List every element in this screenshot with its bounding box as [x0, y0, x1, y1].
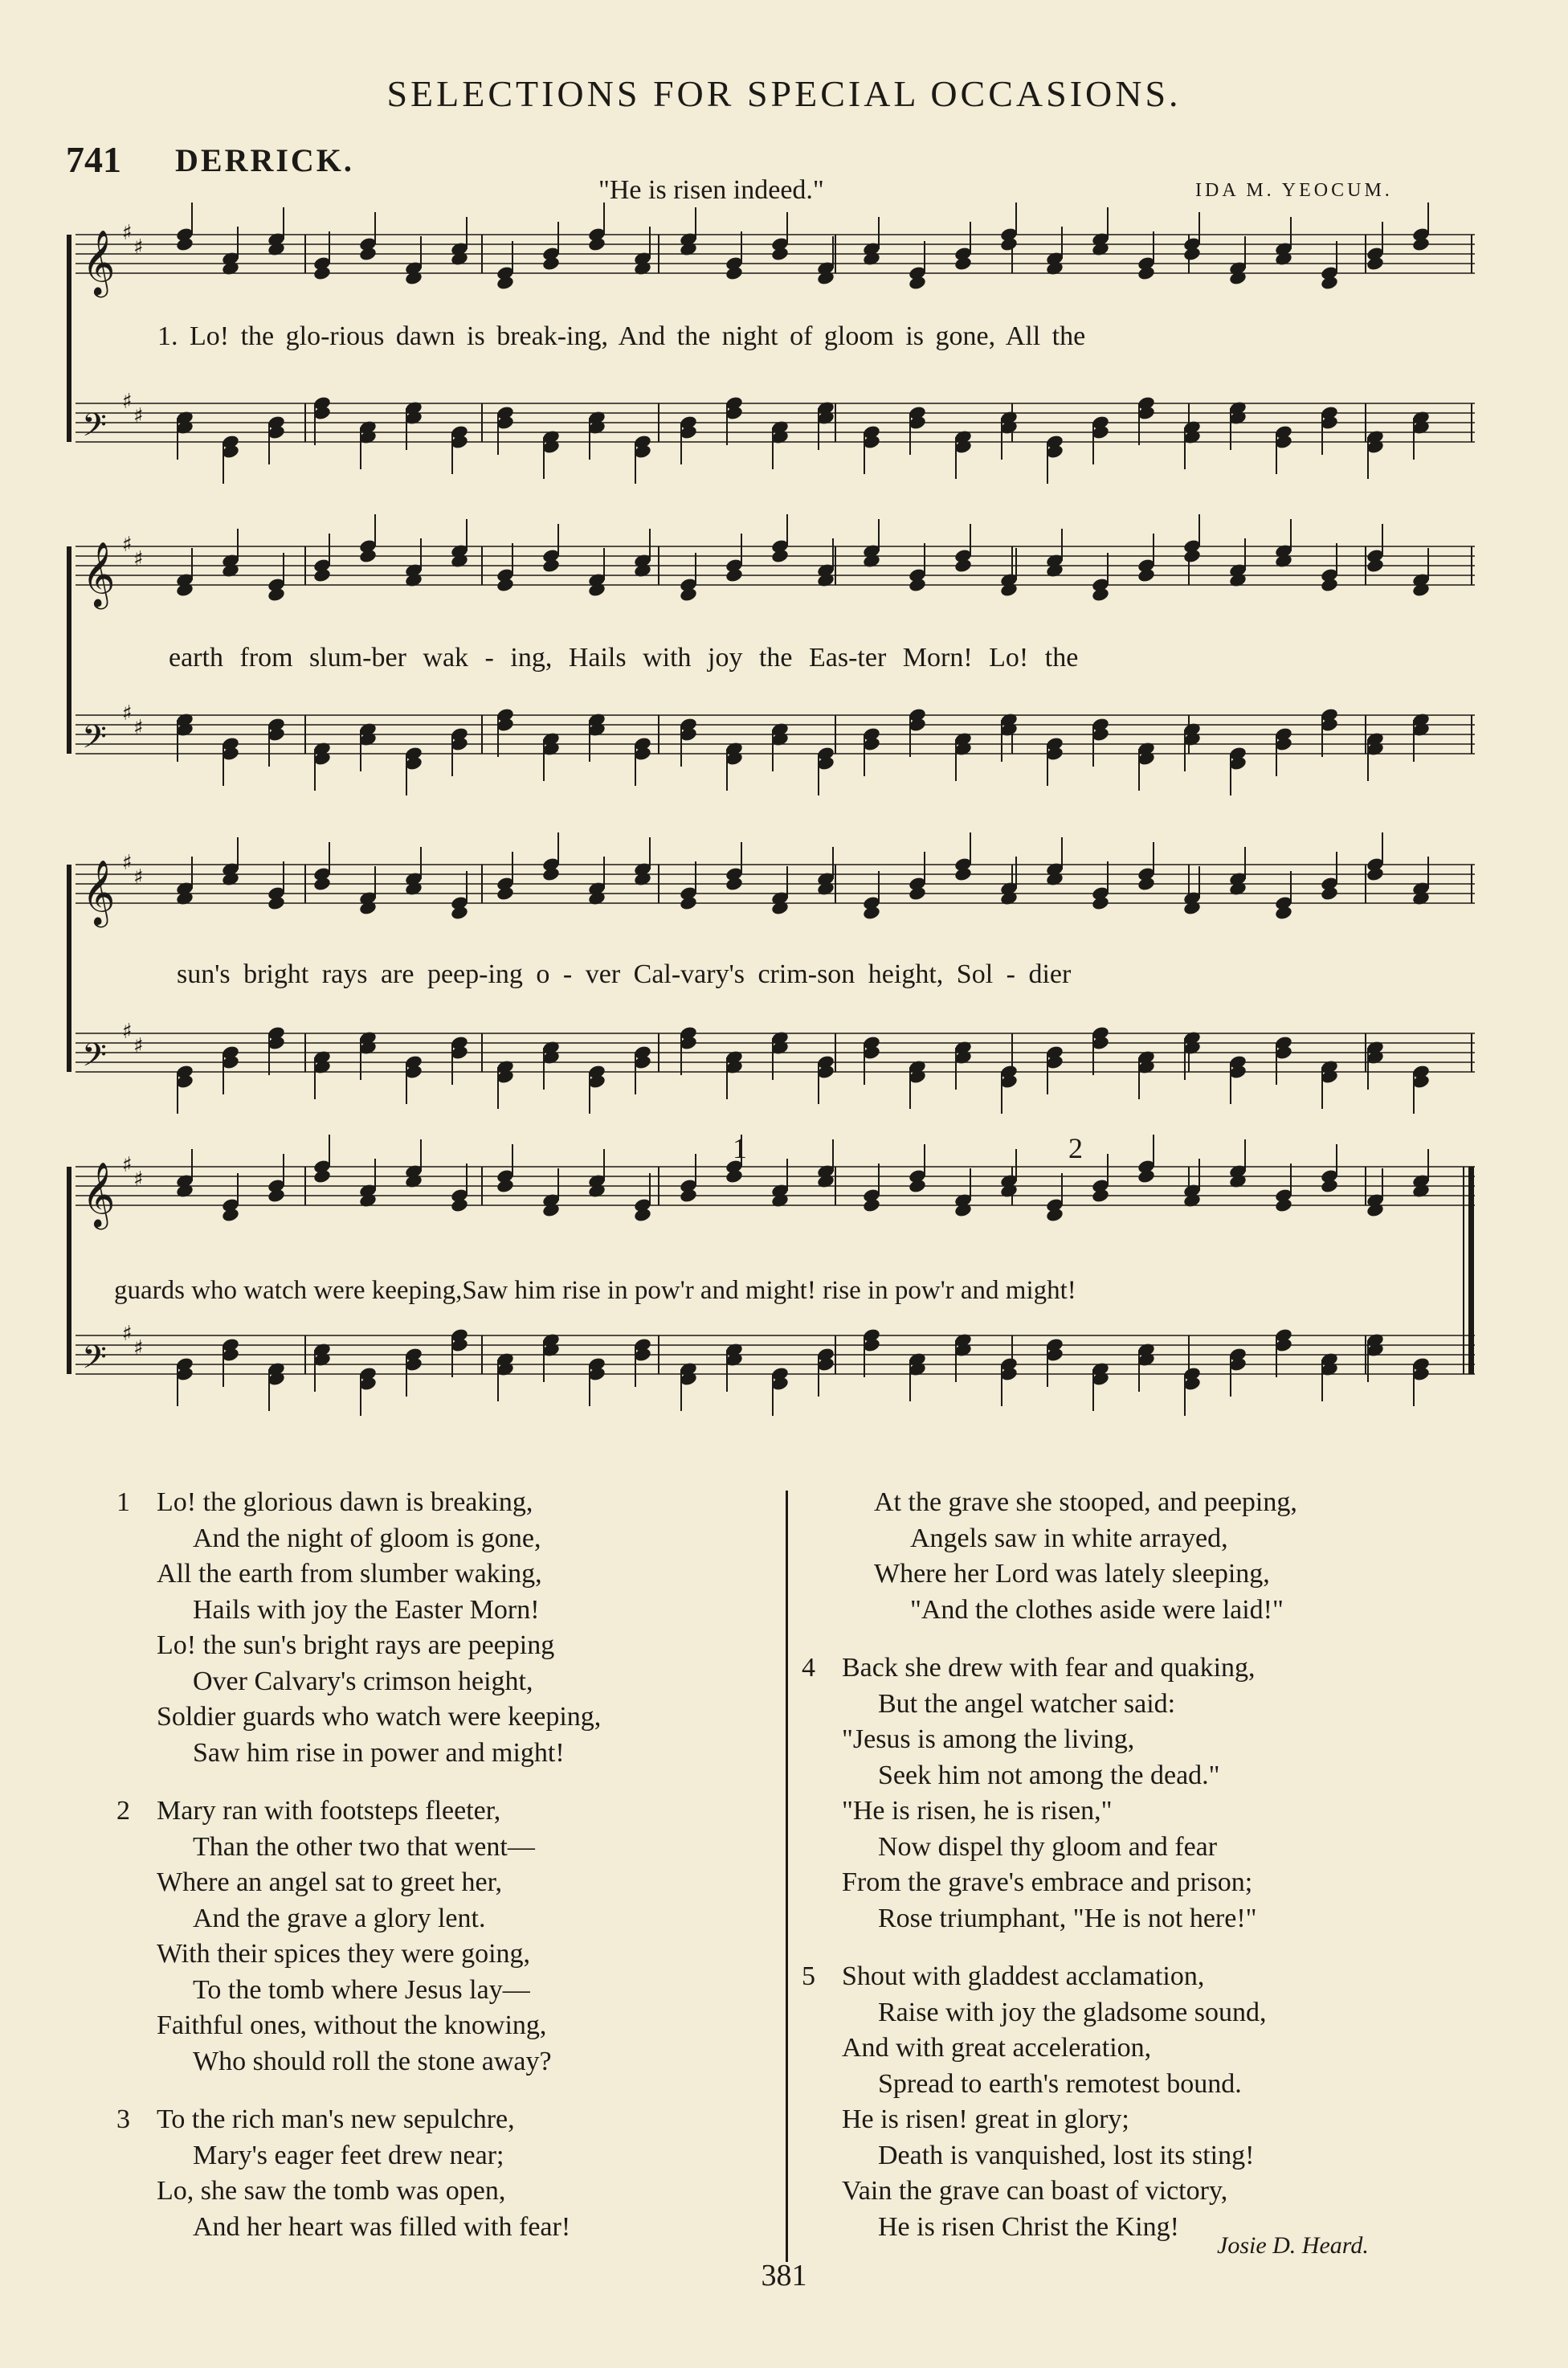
verse-line: Angels saw in white arrayed, — [910, 1523, 1228, 1553]
sharp-icon: ♯ — [122, 1020, 133, 1044]
final-barline — [1468, 1167, 1474, 1374]
composer: IDA M. YEOCUM. — [1195, 180, 1393, 201]
sharp-icon: ♯ — [133, 716, 144, 740]
bass-clef-icon: 𝄢 — [82, 718, 107, 763]
verse-line: Where her Lord was lately sleeping, — [874, 1559, 1270, 1589]
page-header: SELECTIONS FOR SPECIAL OCCASIONS. — [386, 73, 1182, 114]
verse-line: And with great acceleration, — [842, 2033, 1152, 2063]
bass-clef-icon: 𝄢 — [82, 1339, 107, 1384]
verse-1 — [116, 1485, 602, 1771]
verse-line: All the earth from slumber waking, — [157, 1559, 542, 1589]
verse-3 — [116, 2102, 601, 2245]
verse-line: Soldier guards who watch were keeping, — [157, 1702, 602, 1732]
verse-line: "And the clothes aside were laid!" — [910, 1594, 1284, 1625]
verse-line: He is risen! great in glory; — [842, 2104, 1129, 2134]
verse-number: 4 — [802, 1653, 815, 1683]
verse-line: Where an angel sat to greet her, — [157, 1867, 503, 1897]
sharp-icon: ♯ — [133, 1034, 144, 1058]
music-system-1 — [64, 221, 1478, 490]
verse-line: "Jesus is among the living, — [842, 1724, 1135, 1754]
verse-line: Lo! the sun's bright rays are peeping — [157, 1630, 555, 1660]
column-divider — [786, 1491, 788, 2262]
verse-line: Lo! the glorious dawn is breaking, — [157, 1487, 533, 1517]
verse-line: Mary ran with footsteps fleeter, — [157, 1796, 501, 1826]
verse-line: But the angel watcher said: — [878, 1688, 1176, 1719]
verse-line: Hails with joy the Easter Morn! — [193, 1594, 540, 1625]
verse-4 — [802, 1650, 1297, 1937]
verse-line: With their spices they were going, — [157, 1939, 531, 1969]
treble-clef-icon: 𝄞 — [82, 229, 116, 295]
sharp-icon: ♯ — [122, 221, 133, 245]
verse-line: Mary's eager feet drew near; — [193, 2140, 504, 2170]
tune-name: DERRICK. — [175, 142, 354, 178]
verse-line: Back she drew with fear and quaking, — [842, 1653, 1256, 1683]
treble-clef-icon: 𝄞 — [82, 1161, 116, 1227]
lyrics-line-1: 1. Lo! the glo-rious dawn is break-ing, And the night of gloom is gone, All the — [157, 321, 1086, 351]
ending-1-label: 1 — [733, 1132, 747, 1164]
lyrics-line-3: sun's bright rays are peep-ing o - ver Cal-vary's crim-son height, Sol - dier — [177, 959, 1072, 989]
bass-clef-icon: 𝄢 — [82, 1037, 107, 1082]
verse-line: Spread to earth's remotest bound. — [878, 2068, 1242, 2099]
verse-line: Death is vanquished, lost its sting! — [878, 2140, 1255, 2170]
hymn-number: 741 — [66, 139, 121, 180]
verse-number: 5 — [802, 1961, 815, 1991]
sharp-icon: ♯ — [122, 1153, 133, 1177]
verse-line: Over Calvary's crimson height, — [193, 1666, 533, 1696]
verses-left-column — [116, 1485, 602, 2255]
verse-line: Who should roll the stone away? — [193, 2046, 552, 2076]
sharp-icon: ♯ — [133, 1168, 144, 1192]
verse-line: To the rich man's new sepulchre, — [157, 2104, 515, 2134]
epigraph: "He is risen indeed." — [598, 175, 824, 205]
sharp-icon: ♯ — [122, 851, 133, 875]
sharp-icon: ♯ — [122, 701, 133, 726]
verse-3-continued — [842, 1485, 1297, 1628]
verse-number: 2 — [116, 1796, 130, 1826]
verse-line: Seek him not among the dead." — [878, 1760, 1220, 1790]
verse-line: Now dispel thy gloom and fear — [878, 1831, 1218, 1862]
lyrics-line-2: earth from slum-ber wak - ing, Hails with joy the Eas-ter Morn! Lo! the — [169, 643, 1079, 673]
verse-line: Vain the grave can boast of victory, — [842, 2176, 1228, 2206]
sharp-icon: ♯ — [133, 547, 144, 571]
page-number: 381 — [761, 2259, 807, 2292]
verse-line: He is risen Christ the King! — [878, 2211, 1179, 2242]
sharp-icon: ♯ — [122, 533, 133, 557]
author-signature: Josie D. Heard. — [1217, 2232, 1369, 2259]
sharp-icon: ♯ — [133, 865, 144, 890]
sharp-icon: ♯ — [122, 1322, 133, 1346]
verse-line: Rose triumphant, "He is not here!" — [878, 1903, 1257, 1933]
verse-line: Shout with gladdest acclamation, — [842, 1961, 1205, 1991]
sharp-icon: ♯ — [133, 235, 144, 260]
verse-line: At the grave she stooped, and peeping, — [874, 1487, 1297, 1517]
verse-line: And the night of gloom is gone, — [193, 1523, 541, 1553]
verse-number: 3 — [116, 2104, 130, 2134]
verse-line: To the tomb where Jesus lay— — [193, 1974, 530, 2005]
verse-line: "He is risen, he is risen," — [842, 1796, 1113, 1826]
verse-line: And the grave a glory lent. — [193, 1903, 486, 1933]
verse-line: Faithful ones, without the knowing, — [157, 2010, 547, 2040]
treble-clef-icon: 𝄞 — [82, 541, 116, 607]
verse-line: Than the other two that went— — [193, 1831, 535, 1862]
verse-line: From the grave's embrace and prison; — [842, 1867, 1253, 1897]
sharp-icon: ♯ — [122, 390, 133, 414]
treble-clef-icon: 𝄞 — [82, 859, 116, 925]
lyrics-line-4: guards who watch were keeping,Saw him rise in pow'r and might! rise in pow'r and might! — [114, 1276, 1076, 1305]
sharp-icon: ♯ — [133, 1336, 144, 1360]
sharp-icon: ♯ — [133, 404, 144, 428]
verse-line: And her heart was filled with fear! — [193, 2211, 571, 2242]
verse-line: Lo, she saw the tomb was open, — [157, 2176, 506, 2206]
verse-line: Saw him rise in power and might! — [193, 1737, 565, 1768]
verse-5 — [802, 1959, 1297, 2245]
verse-number: 1 — [116, 1487, 130, 1517]
verse-2 — [116, 1793, 601, 2080]
ending-2-label: 2 — [1068, 1132, 1083, 1164]
bass-clef-icon: 𝄢 — [82, 407, 107, 452]
verses-right-column — [802, 1485, 1297, 2255]
verse-line: Raise with joy the gladsome sound, — [878, 1997, 1267, 2027]
